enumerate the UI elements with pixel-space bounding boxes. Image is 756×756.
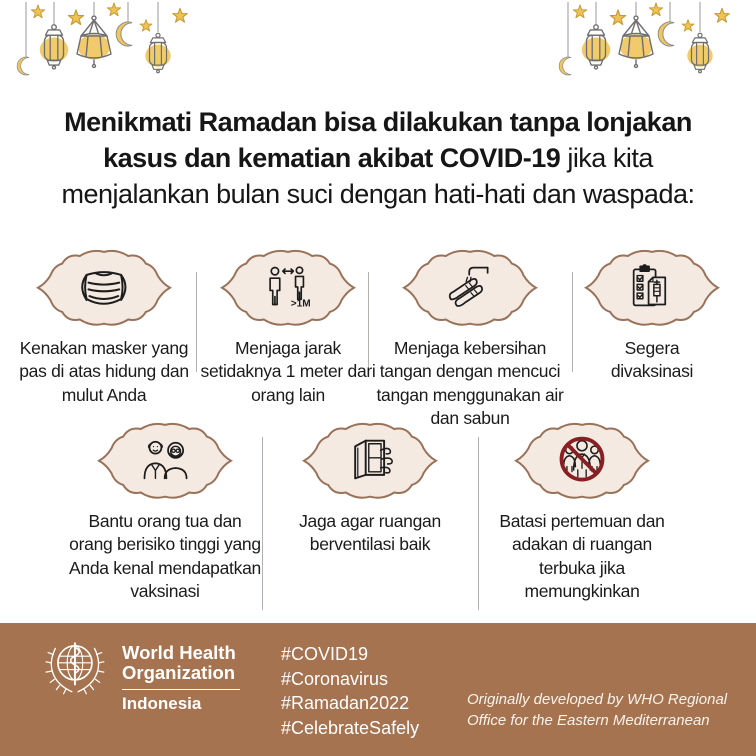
hashtag-list bbox=[281, 642, 419, 740]
tip-caption: Segera divaksinasi bbox=[610, 337, 694, 382]
who-name-line1: World Health bbox=[122, 642, 236, 663]
ornamental-badge bbox=[33, 246, 175, 330]
poster-title bbox=[0, 104, 756, 212]
tip-caption: Bantu orang tua dan orang berisiko tinggi yang Anda kenal mendapatkan vaksinasi bbox=[69, 510, 261, 602]
hashtag-covid19: #COVID19 bbox=[281, 644, 369, 664]
tip-card-distance bbox=[200, 246, 376, 407]
ornamental-badge bbox=[581, 246, 723, 330]
title-regular-line2: jika kita bbox=[560, 143, 653, 173]
ramadan-lanterns-decoration-left bbox=[6, 2, 211, 97]
tip-card-vaccination bbox=[560, 246, 744, 384]
divider bbox=[262, 437, 263, 610]
tip-caption: Kenakan masker yang pas di atas hidung dan mulut Anda bbox=[19, 337, 189, 405]
ornamental-badge bbox=[399, 246, 541, 330]
tip-card-handwash bbox=[372, 246, 568, 431]
who-name-line2: Organization bbox=[122, 662, 236, 683]
tip-card-ventilation bbox=[275, 419, 465, 557]
title-bold-line2: kasus dan kematian akibat COVID-19 bbox=[103, 143, 561, 173]
tip-caption: Jaga agar ruangan berventilasi baik bbox=[299, 510, 441, 555]
attribution-note: Originally developed by WHO Regional Office for the Eastern Mediterranean bbox=[467, 691, 728, 729]
who-country-label: Indonesia bbox=[122, 694, 202, 713]
tip-caption: Menjaga kebersihan tangan dengan mencuci tangan menggunakan air dan sabun bbox=[376, 337, 564, 429]
title-bold-line1: Menikmati Ramadan bisa dilakukan tanpa lonjakan bbox=[64, 107, 692, 137]
title-regular-line3: menjalankan bulan suci dengan hati-hati dan waspada: bbox=[61, 179, 695, 209]
who-logo-emblem bbox=[44, 638, 110, 698]
hashtag-coronavirus: #Coronavirus bbox=[281, 668, 389, 689]
ornamental-badge bbox=[511, 419, 653, 503]
tip-caption: Menjaga jarak setidaknya 1 meter dari orang lain bbox=[200, 337, 376, 405]
tip-card-no-gathering bbox=[485, 419, 679, 604]
tip-card-elderly bbox=[68, 419, 262, 604]
who-logo-rule bbox=[122, 689, 240, 690]
ornamental-badge bbox=[299, 419, 441, 503]
tip-card-mask bbox=[10, 246, 198, 407]
hashtag-celebratesafely: #CelebrateSafely bbox=[281, 717, 420, 738]
ornamental-badge bbox=[94, 419, 236, 503]
hashtag-ramadan2022: #Ramadan2022 bbox=[281, 693, 410, 714]
ornamental-badge bbox=[217, 246, 359, 330]
tip-caption: Batasi pertemuan dan adakan di ruangan terbuka jika memungkinkan bbox=[499, 510, 665, 602]
distance-label: >1M bbox=[290, 298, 311, 310]
who-logo-text bbox=[122, 643, 240, 714]
footer-bar bbox=[0, 623, 756, 756]
ramadan-lanterns-decoration-right bbox=[548, 2, 753, 97]
divider bbox=[478, 437, 479, 610]
